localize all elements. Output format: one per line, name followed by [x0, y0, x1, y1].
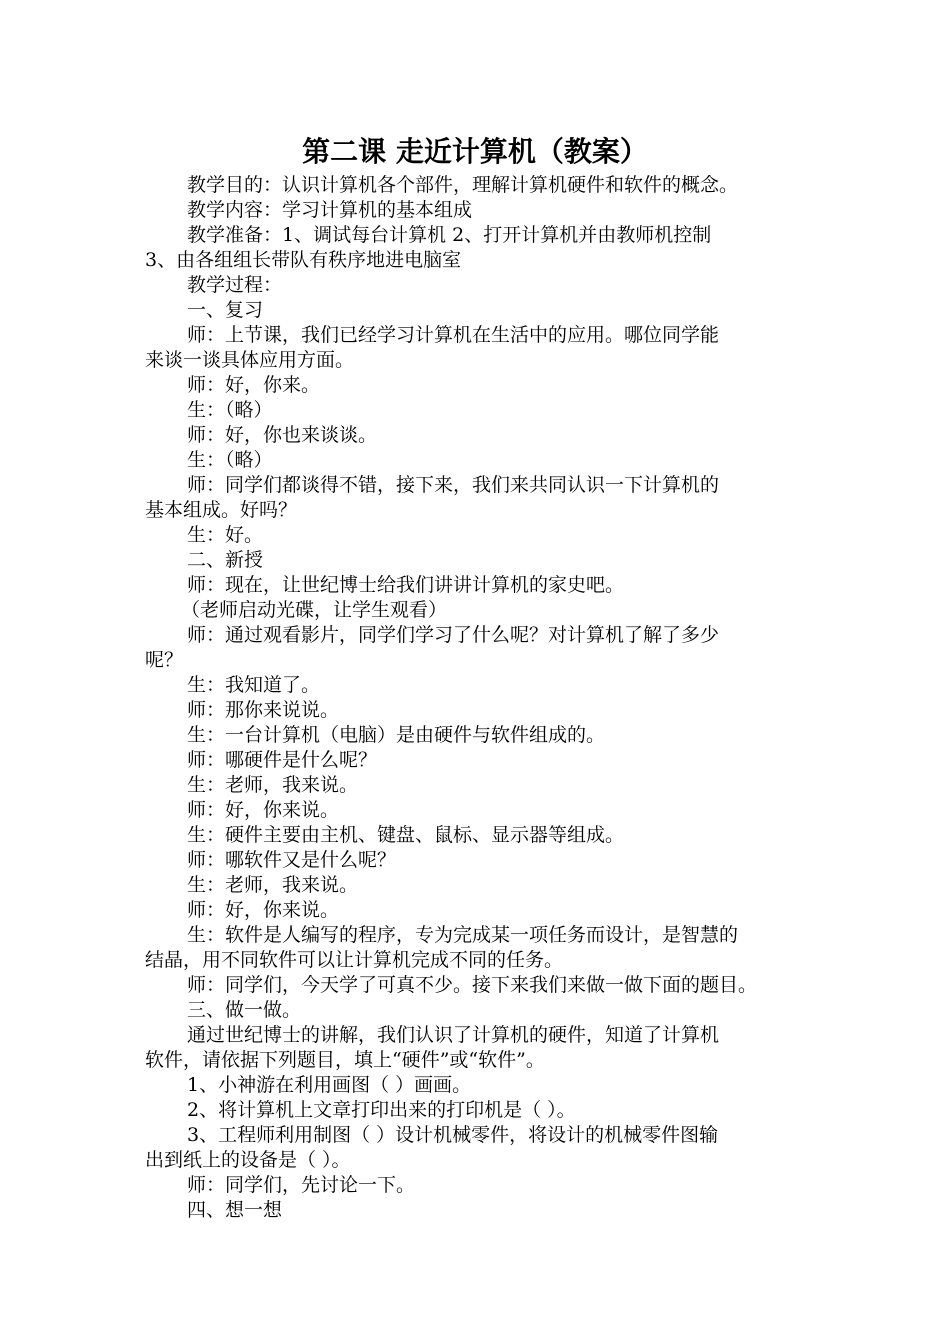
text-line: 师：上节课，我们已经学习计算机在生活中的应用。哪位同学能: [187, 324, 720, 346]
text-line: 呢？: [145, 649, 184, 671]
document-title: 第二课 走近计算机（教案）: [302, 135, 648, 168]
text-line: 1、小神游在利用画图（ ）画画。: [187, 1074, 472, 1096]
text-line: 基本组成。好吗？: [145, 499, 298, 521]
text-line: 教学目的：认识计算机各个部件，理解计算机硬件和软件的概念。: [187, 174, 739, 196]
text-line: 师：通过观看影片，同学们学习了什么呢？对计算机了解了多少: [187, 624, 720, 646]
text-line: 师：好，你也来谈谈。: [187, 424, 378, 446]
text-line: 软件，请依据下列题目，填上“硬件”或“软件”。: [145, 1049, 545, 1071]
text-line: 师：同学们，今天学了可真不少。接下来我们来做一做下面的题目。: [187, 974, 758, 996]
text-line: 生：软件是人编写的程序，专为完成某一项任务而设计，是智慧的: [187, 924, 739, 946]
text-line: 2、将计算机上文章打印出来的打印机是（ ）。: [187, 1099, 576, 1121]
text-line: 生：（略）: [187, 399, 273, 421]
text-line: 四、想一想: [187, 1199, 283, 1221]
text-line: 生：好。: [187, 524, 264, 546]
text-line: 师：好，你来。: [187, 374, 321, 396]
text-line: 生：老师，我来说。: [187, 874, 359, 896]
text-line: 教学准备：1、调试每台计算机 2、打开计算机并由教师机控制: [187, 224, 712, 246]
text-line: 三、做一做。: [187, 999, 302, 1021]
text-line: 师：同学们，先讨论一下。: [187, 1174, 416, 1196]
text-line: 生：老师，我来说。: [187, 774, 359, 796]
text-line: 来谈一谈具体应用方面。: [145, 349, 355, 371]
text-line: 二、新授: [187, 549, 264, 571]
text-line: 出到纸上的设备是（ ）。: [145, 1149, 351, 1171]
text-line: 生：（略）: [187, 449, 273, 471]
text-line: 师：好，你来说。: [187, 799, 340, 821]
text-line: 师：现在，让世纪博士给我们讲讲计算机的家史吧。: [187, 574, 625, 596]
text-line: 结晶，用不同软件可以让计算机完成不同的任务。: [145, 949, 564, 971]
text-line: 3、工程师利用制图（ ）设计机械零件，将设计的机械零件图输: [187, 1124, 719, 1146]
text-line: 师：同学们都谈得不错，接下来，我们来共同认识一下计算机的: [187, 474, 720, 496]
text-line: 师：那你来说说。: [187, 699, 340, 721]
text-line: 生：我知道了。: [187, 674, 321, 696]
text-line: 教学过程：: [187, 274, 283, 296]
text-line: 教学内容：学习计算机的基本组成: [187, 199, 473, 221]
text-line: 通过世纪博士的讲解，我们认识了计算机的硬件，知道了计算机: [187, 1024, 720, 1046]
text-line: 生：硬件主要由主机、键盘、鼠标、显示器等组成。: [187, 824, 625, 846]
text-line: 师：哪硬件是什么呢？: [187, 749, 378, 771]
text-line: 师：好，你来说。: [187, 899, 340, 921]
document-body: [145, 173, 810, 1223]
text-line: 生：一台计算机（电脑）是由硬件与软件组成的。: [187, 724, 606, 746]
text-line: （老师启动光碟，让学生观看）: [181, 599, 448, 621]
text-line: 一、复习: [187, 299, 264, 321]
text-line: 3、由各组组长带队有秩序地进电脑室: [145, 249, 462, 271]
text-line: 师：哪软件又是什么呢？: [187, 849, 397, 871]
